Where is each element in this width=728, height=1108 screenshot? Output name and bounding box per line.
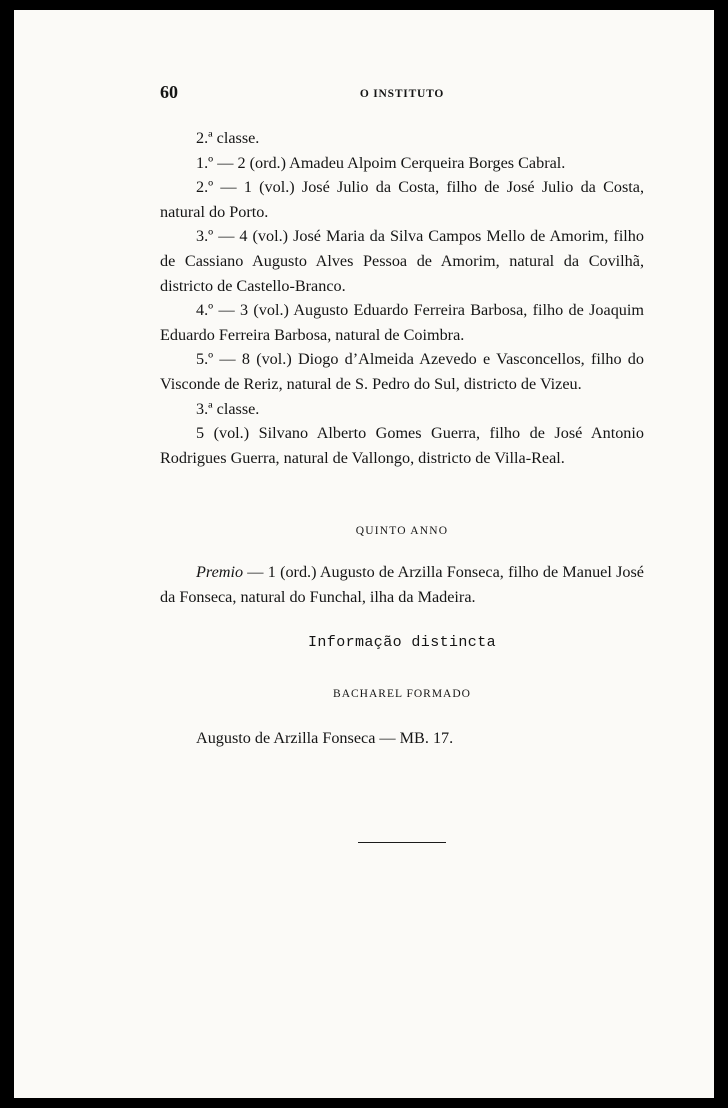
- premio-text: — 1 (ord.) Augusto de Arzilla Fonseca, filho de Manuel José da Fonseca, natural do Funchal, ilha da Madeira.: [160, 563, 644, 606]
- second-class-entry-3: 3.º — 4 (vol.) José Maria da Silva Campos Mello de Amorim, filho de Cassiano Augusto Alves Pessoa de Amorim, natural da Covilhã, districto de Castello-Branco.: [160, 227, 644, 295]
- premio-label: Premio: [196, 563, 244, 581]
- second-class-entry-1: 1.º — 2 (ord.) Amadeu Alpoim Cerqueira Borges Cabral.: [196, 153, 566, 172]
- third-class-heading: 3.ª classe.: [196, 399, 260, 418]
- classification-section: [160, 126, 644, 470]
- page-header: [160, 80, 644, 104]
- document-page: [14, 10, 714, 1098]
- premio-entry: [160, 560, 644, 609]
- section-divider: [358, 842, 446, 843]
- second-class-entry-4: 4.º — 3 (vol.) Augusto Eduardo Ferreira Barbosa, filho de Joaquim Eduardo Ferreira Barbosa, natural de Coimbra.: [160, 301, 644, 344]
- final-entry: Augusto de Arzilla Fonseca — MB. 17.: [196, 729, 454, 747]
- information-heading: Informação distincta: [307, 634, 497, 651]
- second-class-entry-5: 5.º — 8 (vol.) Diogo d’Almeida Azevedo e Vasconcellos, filho do Visconde de Reriz, natural de S. Pedro do Sul, districto de Vizeu.: [160, 350, 644, 393]
- second-class-heading: 2.ª classe.: [196, 129, 260, 147]
- bachelor-heading: BACHAREL FORMADO: [333, 688, 471, 700]
- page-number: 60: [160, 82, 178, 102]
- fifth-year-heading: QUINTO ANNO: [355, 525, 449, 537]
- third-class-entry: 5 (vol.) Silvano Alberto Gomes Guerra, filho de José Antonio Rodrigues Guerra, natural de Vallongo, districto de Villa-Real.: [160, 424, 644, 467]
- running-title: O INSTITUTO: [359, 88, 445, 100]
- second-class-entry-2: 2.º — 1 (vol.) José Julio da Costa, filho de José Julio da Costa, natural do Porto.: [160, 178, 644, 221]
